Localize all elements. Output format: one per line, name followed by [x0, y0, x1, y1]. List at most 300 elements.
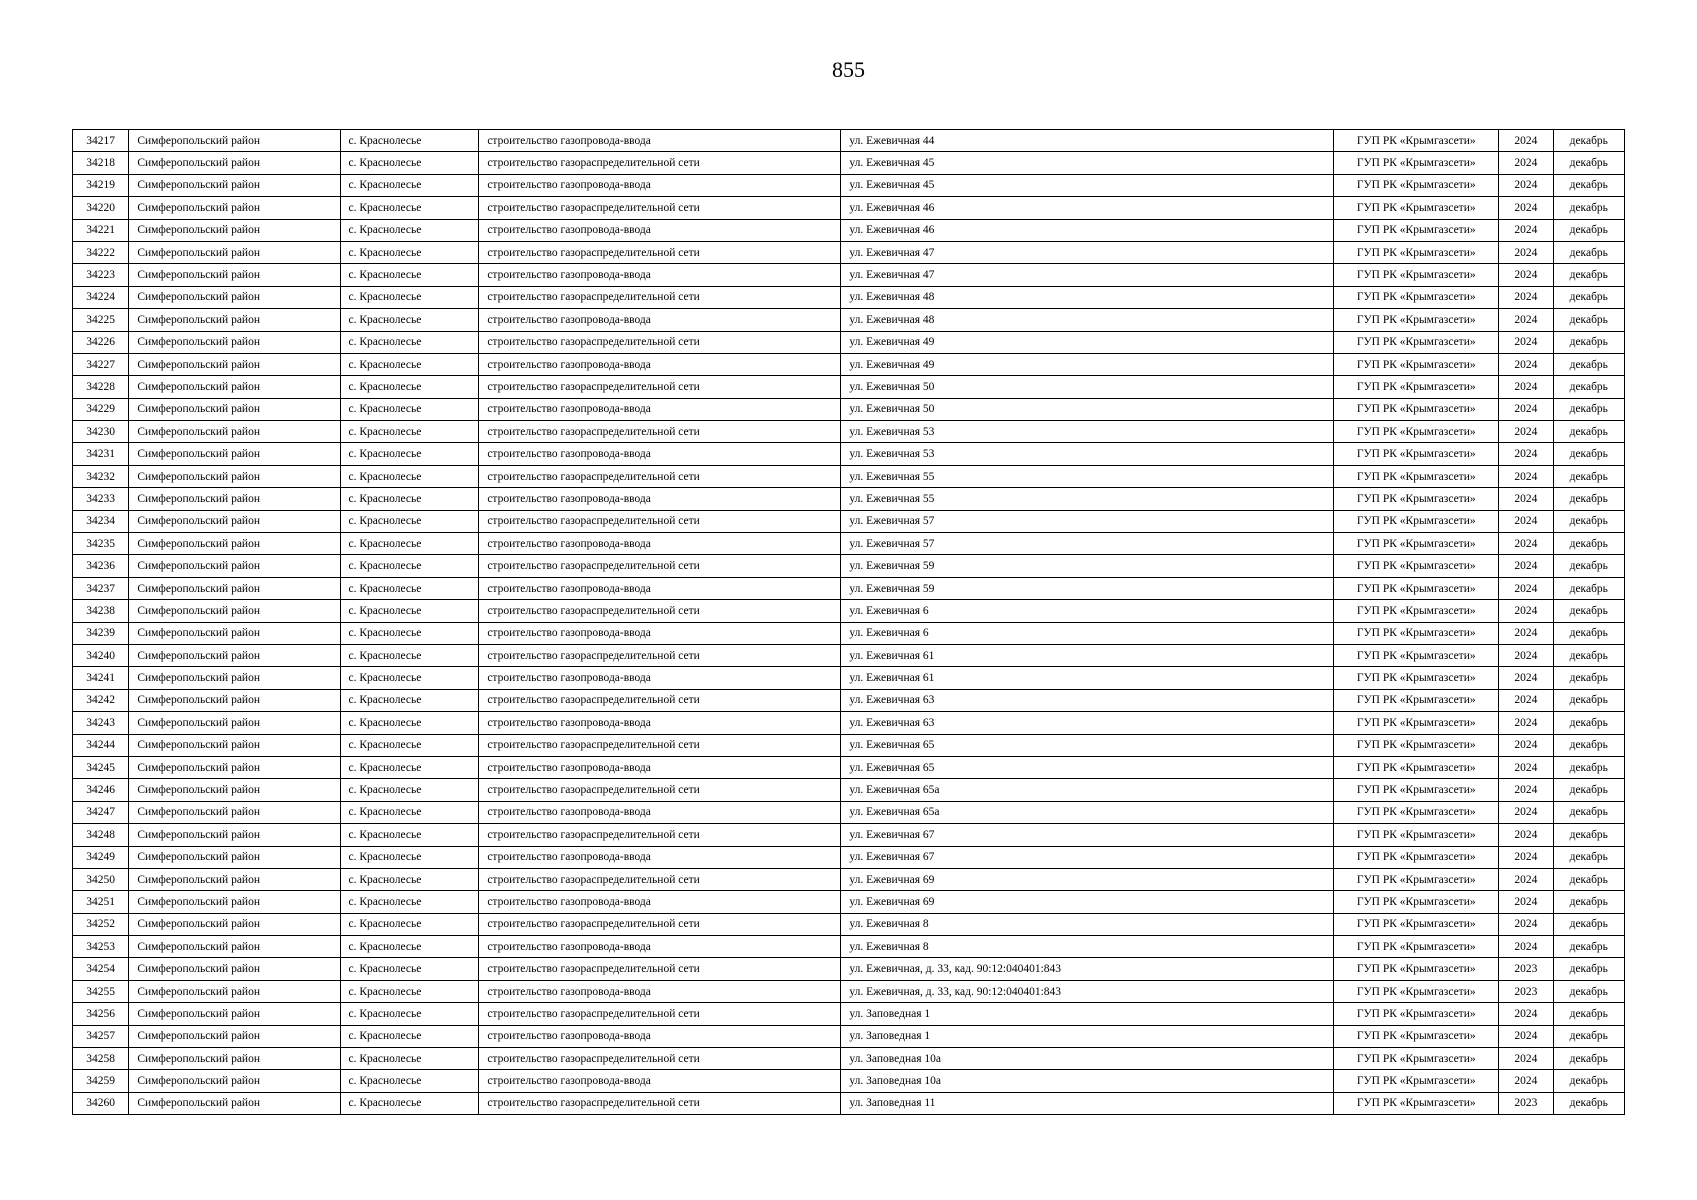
table-row: [73, 958, 1625, 980]
month-cell: декабрь: [1553, 130, 1624, 152]
year-cell: 2024: [1499, 533, 1553, 555]
organization-cell: ГУП РК «Крымгазсети»: [1334, 398, 1499, 420]
address-cell: ул. Ежевичная 65: [841, 734, 1334, 756]
address-cell: ул. Ежевичная 48: [841, 286, 1334, 308]
address-cell: ул. Ежевичная 47: [841, 264, 1334, 286]
table-row: [73, 264, 1625, 286]
work-type-cell: строительство газораспределительной сети: [479, 510, 841, 532]
work-type-cell: строительство газораспределительной сети: [479, 152, 841, 174]
row-number-cell: 34255: [73, 980, 129, 1002]
district-cell: Симферопольский район: [129, 734, 340, 756]
row-number-cell: 34227: [73, 353, 129, 375]
work-type-cell: строительство газораспределительной сети: [479, 600, 841, 622]
address-cell: ул. Ежевичная 50: [841, 376, 1334, 398]
locality-cell: с. Краснолесье: [340, 197, 479, 219]
year-cell: 2024: [1499, 443, 1553, 465]
district-cell: Симферопольский район: [129, 622, 340, 644]
district-cell: Симферопольский район: [129, 219, 340, 241]
locality-cell: с. Краснолесье: [340, 689, 479, 711]
address-cell: ул. Ежевичная, д. 33, кад. 90:12:040401:843: [841, 980, 1334, 1002]
organization-cell: ГУП РК «Крымгазсети»: [1334, 1025, 1499, 1047]
district-cell: Симферопольский район: [129, 689, 340, 711]
district-cell: Симферопольский район: [129, 398, 340, 420]
locality-cell: с. Краснолесье: [340, 846, 479, 868]
locality-cell: с. Краснолесье: [340, 219, 479, 241]
address-cell: ул. Ежевичная 67: [841, 824, 1334, 846]
year-cell: 2023: [1499, 980, 1553, 1002]
organization-cell: ГУП РК «Крымгазсети»: [1334, 555, 1499, 577]
address-cell: ул. Ежевичная 53: [841, 421, 1334, 443]
locality-cell: с. Краснолесье: [340, 309, 479, 331]
organization-cell: ГУП РК «Крымгазсети»: [1334, 936, 1499, 958]
address-cell: ул. Ежевичная 55: [841, 465, 1334, 487]
work-type-cell: строительство газопровода-ввода: [479, 936, 841, 958]
address-cell: ул. Ежевичная 55: [841, 488, 1334, 510]
work-type-cell: строительство газопровода-ввода: [479, 1025, 841, 1047]
work-type-cell: строительство газораспределительной сети: [479, 913, 841, 935]
year-cell: 2024: [1499, 241, 1553, 263]
year-cell: 2024: [1499, 286, 1553, 308]
work-type-cell: строительство газораспределительной сети: [479, 644, 841, 666]
year-cell: 2023: [1499, 958, 1553, 980]
month-cell: декабрь: [1553, 734, 1624, 756]
table-row: [73, 891, 1625, 913]
year-cell: 2024: [1499, 130, 1553, 152]
row-number-cell: 34232: [73, 465, 129, 487]
locality-cell: с. Краснолесье: [340, 510, 479, 532]
organization-cell: ГУП РК «Крымгазсети»: [1334, 712, 1499, 734]
district-cell: Симферопольский район: [129, 488, 340, 510]
row-number-cell: 34248: [73, 824, 129, 846]
work-type-cell: строительство газораспределительной сети: [479, 1003, 841, 1025]
row-number-cell: 34220: [73, 197, 129, 219]
row-number-cell: 34243: [73, 712, 129, 734]
address-cell: ул. Заповедная 11: [841, 1092, 1334, 1114]
year-cell: 2024: [1499, 712, 1553, 734]
address-cell: ул. Ежевичная 59: [841, 555, 1334, 577]
organization-cell: ГУП РК «Крымгазсети»: [1334, 309, 1499, 331]
work-type-cell: строительство газопровода-ввода: [479, 398, 841, 420]
work-type-cell: строительство газопровода-ввода: [479, 980, 841, 1002]
address-cell: ул. Ежевичная 46: [841, 219, 1334, 241]
registry-body: [73, 130, 1625, 1115]
row-number-cell: 34244: [73, 734, 129, 756]
work-type-cell: строительство газораспределительной сети: [479, 1048, 841, 1070]
locality-cell: с. Краснолесье: [340, 1048, 479, 1070]
locality-cell: с. Краснолесье: [340, 891, 479, 913]
year-cell: 2024: [1499, 152, 1553, 174]
work-type-cell: строительство газопровода-ввода: [479, 667, 841, 689]
year-cell: 2024: [1499, 577, 1553, 599]
district-cell: Симферопольский район: [129, 1092, 340, 1114]
district-cell: Симферопольский район: [129, 197, 340, 219]
table-row: [73, 779, 1625, 801]
month-cell: декабрь: [1553, 936, 1624, 958]
table-row: [73, 644, 1625, 666]
locality-cell: с. Краснолесье: [340, 533, 479, 555]
row-number-cell: 34223: [73, 264, 129, 286]
district-cell: Симферопольский район: [129, 130, 340, 152]
table-row: [73, 219, 1625, 241]
work-type-cell: строительство газораспределительной сети: [479, 197, 841, 219]
locality-cell: с. Краснолесье: [340, 1092, 479, 1114]
month-cell: декабрь: [1553, 488, 1624, 510]
year-cell: 2024: [1499, 174, 1553, 196]
locality-cell: с. Краснолесье: [340, 398, 479, 420]
work-type-cell: строительство газопровода-ввода: [479, 756, 841, 778]
year-cell: 2024: [1499, 421, 1553, 443]
district-cell: Симферопольский район: [129, 465, 340, 487]
row-number-cell: 34235: [73, 533, 129, 555]
table-row: [73, 286, 1625, 308]
district-cell: Симферопольский район: [129, 1048, 340, 1070]
locality-cell: с. Краснолесье: [340, 600, 479, 622]
row-number-cell: 34260: [73, 1092, 129, 1114]
locality-cell: с. Краснолесье: [340, 644, 479, 666]
year-cell: 2024: [1499, 913, 1553, 935]
table-row: [73, 868, 1625, 890]
work-type-cell: строительство газопровода-ввода: [479, 264, 841, 286]
year-cell: 2024: [1499, 1048, 1553, 1070]
month-cell: декабрь: [1553, 600, 1624, 622]
work-type-cell: строительство газораспределительной сети: [479, 824, 841, 846]
address-cell: ул. Ежевичная 49: [841, 331, 1334, 353]
locality-cell: с. Краснолесье: [340, 443, 479, 465]
district-cell: Симферопольский район: [129, 510, 340, 532]
organization-cell: ГУП РК «Крымгазсети»: [1334, 130, 1499, 152]
table-row: [73, 353, 1625, 375]
organization-cell: ГУП РК «Крымгазсети»: [1334, 779, 1499, 801]
month-cell: декабрь: [1553, 644, 1624, 666]
locality-cell: с. Краснолесье: [340, 756, 479, 778]
year-cell: 2024: [1499, 197, 1553, 219]
district-cell: Симферопольский район: [129, 779, 340, 801]
district-cell: Симферопольский район: [129, 980, 340, 1002]
locality-cell: с. Краснолесье: [340, 577, 479, 599]
month-cell: декабрь: [1553, 465, 1624, 487]
work-type-cell: строительство газораспределительной сети: [479, 868, 841, 890]
year-cell: 2024: [1499, 309, 1553, 331]
work-type-cell: строительство газораспределительной сети: [479, 1092, 841, 1114]
month-cell: декабрь: [1553, 555, 1624, 577]
table-row: [73, 241, 1625, 263]
address-cell: ул. Ежевичная 48: [841, 309, 1334, 331]
table-row: [73, 622, 1625, 644]
row-number-cell: 34233: [73, 488, 129, 510]
organization-cell: ГУП РК «Крымгазсети»: [1334, 980, 1499, 1002]
row-number-cell: 34224: [73, 286, 129, 308]
row-number-cell: 34242: [73, 689, 129, 711]
year-cell: 2024: [1499, 891, 1553, 913]
address-cell: ул. Ежевичная 8: [841, 936, 1334, 958]
locality-cell: с. Краснолесье: [340, 1025, 479, 1047]
month-cell: декабрь: [1553, 398, 1624, 420]
year-cell: 2024: [1499, 801, 1553, 823]
district-cell: Симферопольский район: [129, 331, 340, 353]
year-cell: 2024: [1499, 868, 1553, 890]
locality-cell: с. Краснолесье: [340, 555, 479, 577]
organization-cell: ГУП РК «Крымгазсети»: [1334, 488, 1499, 510]
row-number-cell: 34217: [73, 130, 129, 152]
table-row: [73, 398, 1625, 420]
district-cell: Симферопольский район: [129, 174, 340, 196]
organization-cell: ГУП РК «Крымгазсети»: [1334, 152, 1499, 174]
table-row: [73, 734, 1625, 756]
month-cell: декабрь: [1553, 824, 1624, 846]
year-cell: 2024: [1499, 667, 1553, 689]
month-cell: декабрь: [1553, 443, 1624, 465]
locality-cell: с. Краснолесье: [340, 622, 479, 644]
address-cell: ул. Заповедная 1: [841, 1025, 1334, 1047]
table-row: [73, 510, 1625, 532]
address-cell: ул. Ежевичная 69: [841, 891, 1334, 913]
address-cell: ул. Заповедная 1: [841, 1003, 1334, 1025]
row-number-cell: 34256: [73, 1003, 129, 1025]
address-cell: ул. Ежевичная 45: [841, 174, 1334, 196]
table-row: [73, 756, 1625, 778]
year-cell: 2024: [1499, 622, 1553, 644]
month-cell: декабрь: [1553, 533, 1624, 555]
month-cell: декабрь: [1553, 667, 1624, 689]
work-type-cell: строительство газопровода-ввода: [479, 443, 841, 465]
year-cell: 2024: [1499, 1070, 1553, 1092]
address-cell: ул. Ежевичная 47: [841, 241, 1334, 263]
address-cell: ул. Ежевичная 57: [841, 533, 1334, 555]
organization-cell: ГУП РК «Крымгазсети»: [1334, 958, 1499, 980]
year-cell: 2024: [1499, 779, 1553, 801]
work-type-cell: строительство газопровода-ввода: [479, 577, 841, 599]
district-cell: Симферопольский район: [129, 958, 340, 980]
organization-cell: ГУП РК «Крымгазсети»: [1334, 465, 1499, 487]
year-cell: 2024: [1499, 219, 1553, 241]
month-cell: декабрь: [1553, 756, 1624, 778]
row-number-cell: 34222: [73, 241, 129, 263]
month-cell: декабрь: [1553, 1092, 1624, 1114]
table-row: [73, 913, 1625, 935]
locality-cell: с. Краснолесье: [340, 1070, 479, 1092]
district-cell: Симферопольский район: [129, 868, 340, 890]
row-number-cell: 34254: [73, 958, 129, 980]
locality-cell: с. Краснолесье: [340, 1003, 479, 1025]
organization-cell: ГУП РК «Крымгазсети»: [1334, 219, 1499, 241]
locality-cell: с. Краснолесье: [340, 913, 479, 935]
address-cell: ул. Ежевичная 57: [841, 510, 1334, 532]
organization-cell: ГУП РК «Крымгазсети»: [1334, 174, 1499, 196]
work-type-cell: строительство газораспределительной сети: [479, 421, 841, 443]
month-cell: декабрь: [1553, 152, 1624, 174]
organization-cell: ГУП РК «Крымгазсети»: [1334, 286, 1499, 308]
organization-cell: ГУП РК «Крымгазсети»: [1334, 241, 1499, 263]
month-cell: декабрь: [1553, 846, 1624, 868]
table-row: [73, 846, 1625, 868]
work-type-cell: строительство газопровода-ввода: [479, 846, 841, 868]
row-number-cell: 34250: [73, 868, 129, 890]
table-row: [73, 331, 1625, 353]
month-cell: декабрь: [1553, 689, 1624, 711]
row-number-cell: 34229: [73, 398, 129, 420]
row-number-cell: 34258: [73, 1048, 129, 1070]
month-cell: декабрь: [1553, 958, 1624, 980]
row-number-cell: 34225: [73, 309, 129, 331]
year-cell: 2024: [1499, 824, 1553, 846]
row-number-cell: 34253: [73, 936, 129, 958]
table-row: [73, 197, 1625, 219]
locality-cell: с. Краснолесье: [340, 264, 479, 286]
year-cell: 2024: [1499, 465, 1553, 487]
table-row: [73, 309, 1625, 331]
row-number-cell: 34249: [73, 846, 129, 868]
district-cell: Симферопольский район: [129, 600, 340, 622]
address-cell: ул. Ежевичная 61: [841, 644, 1334, 666]
work-type-cell: строительство газораспределительной сети: [479, 241, 841, 263]
row-number-cell: 34245: [73, 756, 129, 778]
organization-cell: ГУП РК «Крымгазсети»: [1334, 264, 1499, 286]
table-row: [73, 936, 1625, 958]
work-type-cell: строительство газораспределительной сети: [479, 958, 841, 980]
year-cell: 2024: [1499, 398, 1553, 420]
district-cell: Симферопольский район: [129, 712, 340, 734]
address-cell: ул. Ежевичная 46: [841, 197, 1334, 219]
month-cell: декабрь: [1553, 286, 1624, 308]
organization-cell: ГУП РК «Крымгазсети»: [1334, 353, 1499, 375]
year-cell: 2024: [1499, 644, 1553, 666]
month-cell: декабрь: [1553, 264, 1624, 286]
month-cell: декабрь: [1553, 779, 1624, 801]
work-type-cell: строительство газопровода-ввода: [479, 353, 841, 375]
row-number-cell: 34228: [73, 376, 129, 398]
locality-cell: с. Краснолесье: [340, 980, 479, 1002]
district-cell: Симферопольский район: [129, 644, 340, 666]
locality-cell: с. Краснолесье: [340, 241, 479, 263]
page-number: 855: [832, 57, 865, 82]
month-cell: декабрь: [1553, 712, 1624, 734]
table-row: [73, 600, 1625, 622]
row-number-cell: 34246: [73, 779, 129, 801]
row-number-cell: 34240: [73, 644, 129, 666]
work-type-cell: строительство газораспределительной сети: [479, 286, 841, 308]
locality-cell: с. Краснолесье: [340, 734, 479, 756]
organization-cell: ГУП РК «Крымгазсети»: [1334, 376, 1499, 398]
month-cell: декабрь: [1553, 376, 1624, 398]
table-row: [73, 488, 1625, 510]
district-cell: Симферопольский район: [129, 353, 340, 375]
address-cell: ул. Ежевичная, д. 33, кад. 90:12:040401:843: [841, 958, 1334, 980]
work-type-cell: строительство газопровода-ввода: [479, 801, 841, 823]
year-cell: 2024: [1499, 846, 1553, 868]
locality-cell: с. Краснолесье: [340, 286, 479, 308]
organization-cell: ГУП РК «Крымгазсети»: [1334, 533, 1499, 555]
work-type-cell: строительство газопровода-ввода: [479, 488, 841, 510]
month-cell: декабрь: [1553, 1070, 1624, 1092]
row-number-cell: 34259: [73, 1070, 129, 1092]
district-cell: Симферопольский район: [129, 1003, 340, 1025]
year-cell: 2024: [1499, 555, 1553, 577]
month-cell: декабрь: [1553, 1003, 1624, 1025]
district-cell: Симферопольский район: [129, 264, 340, 286]
organization-cell: ГУП РК «Крымгазсети»: [1334, 1003, 1499, 1025]
work-type-cell: строительство газопровода-ввода: [479, 622, 841, 644]
work-type-cell: строительство газопровода-ввода: [479, 130, 841, 152]
organization-cell: ГУП РК «Крымгазсети»: [1334, 577, 1499, 599]
month-cell: декабрь: [1553, 241, 1624, 263]
row-number-cell: 34257: [73, 1025, 129, 1047]
row-number-cell: 34226: [73, 331, 129, 353]
locality-cell: с. Краснолесье: [340, 801, 479, 823]
address-cell: ул. Ежевичная 49: [841, 353, 1334, 375]
work-type-cell: строительство газораспределительной сети: [479, 555, 841, 577]
year-cell: 2024: [1499, 331, 1553, 353]
work-type-cell: строительство газопровода-ввода: [479, 219, 841, 241]
table-row: [73, 1003, 1625, 1025]
organization-cell: ГУП РК «Крымгазсети»: [1334, 756, 1499, 778]
row-number-cell: 34236: [73, 555, 129, 577]
organization-cell: ГУП РК «Крымгазсети»: [1334, 644, 1499, 666]
work-type-cell: строительство газопровода-ввода: [479, 174, 841, 196]
table-row: [73, 174, 1625, 196]
locality-cell: с. Краснолесье: [340, 667, 479, 689]
year-cell: 2024: [1499, 689, 1553, 711]
table-row: [73, 667, 1625, 689]
month-cell: декабрь: [1553, 980, 1624, 1002]
work-type-cell: строительство газораспределительной сети: [479, 376, 841, 398]
organization-cell: ГУП РК «Крымгазсети»: [1334, 868, 1499, 890]
address-cell: ул. Ежевичная 44: [841, 130, 1334, 152]
year-cell: 2024: [1499, 510, 1553, 532]
organization-cell: ГУП РК «Крымгазсети»: [1334, 510, 1499, 532]
organization-cell: ГУП РК «Крымгазсети»: [1334, 443, 1499, 465]
month-cell: декабрь: [1553, 622, 1624, 644]
district-cell: Симферопольский район: [129, 801, 340, 823]
organization-cell: ГУП РК «Крымгазсети»: [1334, 1092, 1499, 1114]
address-cell: ул. Заповедная 10а: [841, 1048, 1334, 1070]
year-cell: 2024: [1499, 264, 1553, 286]
work-type-cell: строительство газопровода-ввода: [479, 712, 841, 734]
row-number-cell: 34238: [73, 600, 129, 622]
organization-cell: ГУП РК «Крымгазсети»: [1334, 1048, 1499, 1070]
address-cell: ул. Ежевичная 8: [841, 913, 1334, 935]
work-type-cell: строительство газораспределительной сети: [479, 734, 841, 756]
locality-cell: с. Краснолесье: [340, 331, 479, 353]
table-row: [73, 1025, 1625, 1047]
organization-cell: ГУП РК «Крымгазсети»: [1334, 331, 1499, 353]
table-row: [73, 1048, 1625, 1070]
locality-cell: с. Краснолесье: [340, 353, 479, 375]
organization-cell: ГУП РК «Крымгазсети»: [1334, 734, 1499, 756]
row-number-cell: 34239: [73, 622, 129, 644]
month-cell: декабрь: [1553, 174, 1624, 196]
locality-cell: с. Краснолесье: [340, 958, 479, 980]
district-cell: Симферопольский район: [129, 1025, 340, 1047]
organization-cell: ГУП РК «Крымгазсети»: [1334, 891, 1499, 913]
month-cell: декабрь: [1553, 1048, 1624, 1070]
organization-cell: ГУП РК «Крымгазсети»: [1334, 689, 1499, 711]
work-type-cell: строительство газопровода-ввода: [479, 1070, 841, 1092]
address-cell: ул. Ежевичная 59: [841, 577, 1334, 599]
month-cell: декабрь: [1553, 219, 1624, 241]
locality-cell: с. Краснолесье: [340, 130, 479, 152]
district-cell: Симферопольский район: [129, 913, 340, 935]
address-cell: ул. Ежевичная 61: [841, 667, 1334, 689]
table-row: [73, 443, 1625, 465]
address-cell: ул. Ежевичная 50: [841, 398, 1334, 420]
table-row: [73, 533, 1625, 555]
organization-cell: ГУП РК «Крымгазсети»: [1334, 824, 1499, 846]
month-cell: декабрь: [1553, 353, 1624, 375]
locality-cell: с. Краснолесье: [340, 465, 479, 487]
district-cell: Симферопольский район: [129, 533, 340, 555]
month-cell: декабрь: [1553, 801, 1624, 823]
month-cell: декабрь: [1553, 309, 1624, 331]
